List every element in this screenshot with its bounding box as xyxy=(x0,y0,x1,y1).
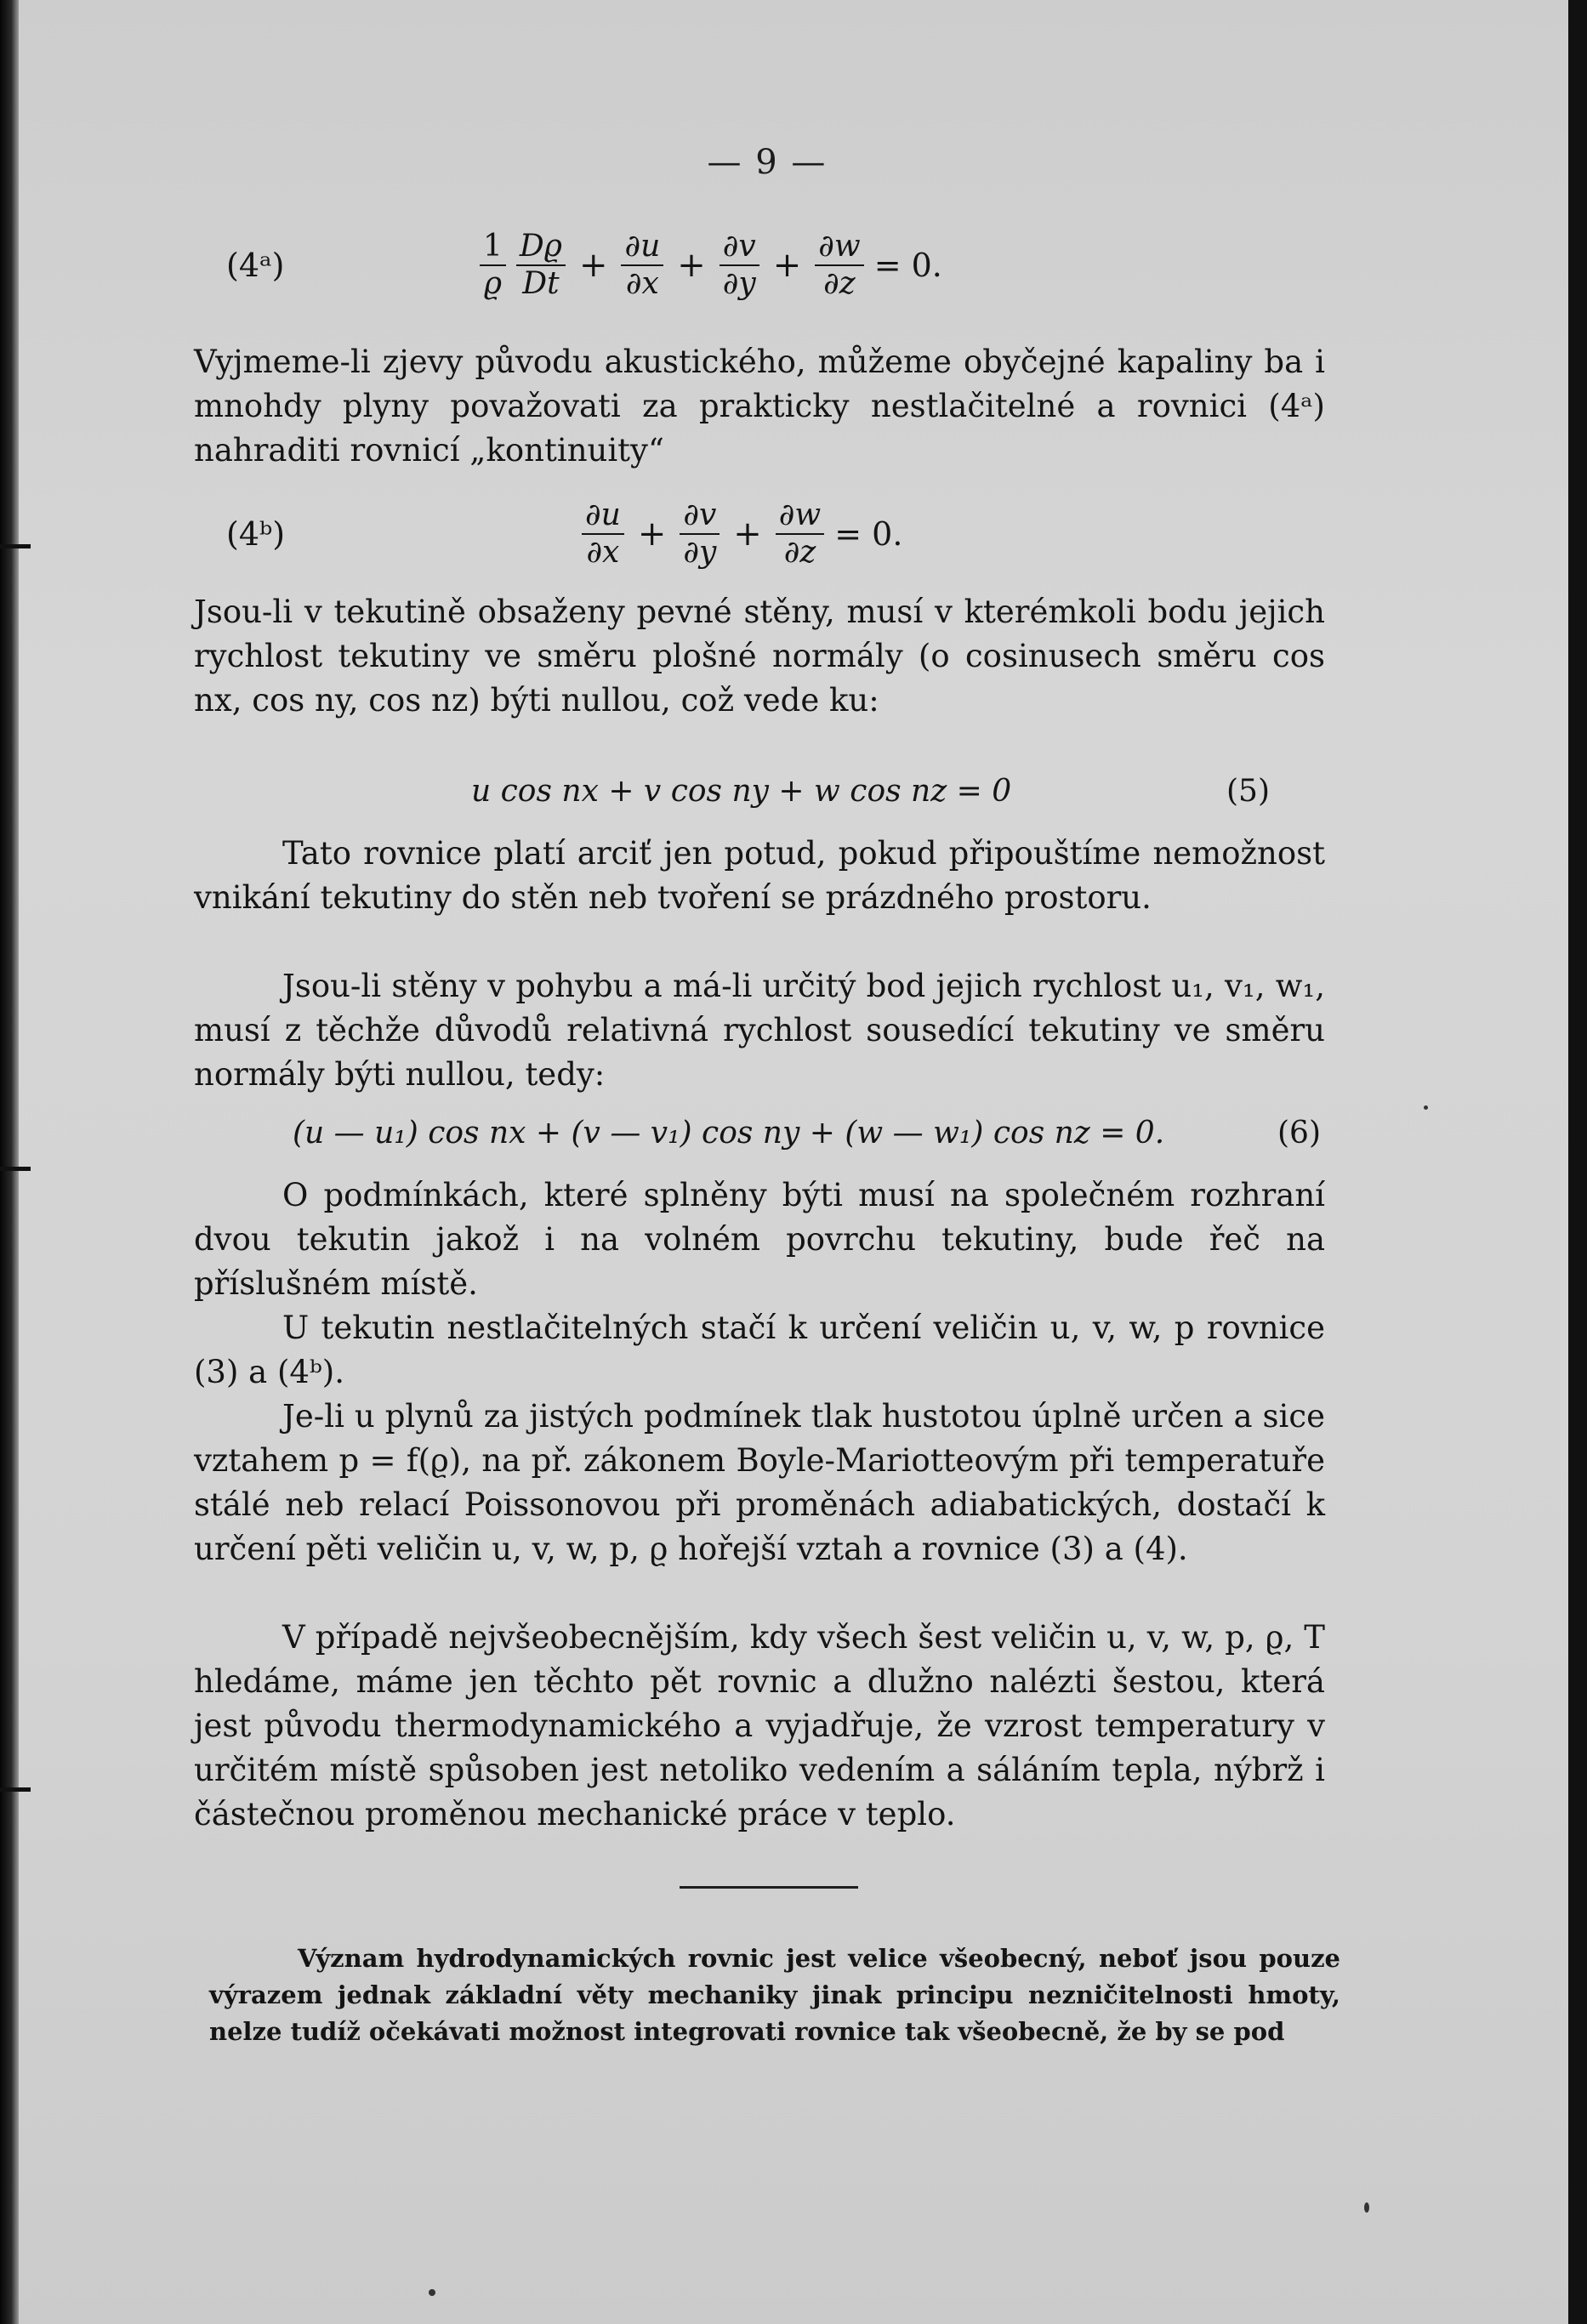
equation-rhs: = 0. xyxy=(873,247,942,284)
plus-sign: + xyxy=(733,514,762,554)
paragraph-5: O podmínkách, které splněny býti musí na společném rozhraní dvou tekutin jakož i na volném povrchu tekutiny, bude řeč na příslušném místě. xyxy=(194,1177,1325,1302)
equation-rhs: = 0. xyxy=(834,515,903,553)
fraction: $\frac{\partial u}{\partial x}$ xyxy=(582,500,624,568)
fraction: $\frac{\partial w}{\partial z}$ xyxy=(776,500,824,568)
equation-label: (4ᵃ) xyxy=(226,247,285,284)
fraction: $\frac{\partial v}{\partial y}$ xyxy=(720,231,759,299)
print-speck xyxy=(1364,2202,1369,2213)
plus-sign: + xyxy=(677,246,706,285)
plus-sign: + xyxy=(772,246,802,285)
paragraph-7: Je-li u plynů za jistých podmínek tlak hustotou úplně určen a sice vztahem p = f(ϱ), na př. zákonem Boyle-Mariotteovým při temperatuře stálé neb relací Poissonovou při proměnách adiabatických, dostačí k určení pěti veličin u, v, w, p, ϱ hořejší vztah a rovnice (3) a (4). xyxy=(194,1398,1325,1567)
binding-mark xyxy=(0,1167,31,1171)
footnote-separator xyxy=(680,1886,858,1889)
book-spine-shadow xyxy=(0,0,19,2324)
equation-body xyxy=(577,492,902,577)
equation-5-number: (5) xyxy=(1226,774,1270,809)
plus-sign: + xyxy=(578,246,608,285)
equation-4a xyxy=(194,223,1325,308)
equation-label: (4ᵇ) xyxy=(226,515,286,553)
fraction: $\frac{1}{ϱ}$ xyxy=(480,231,506,299)
paragraph-2: Jsou-li v tekutině obsaženy pevné stěny, musí v kterémkoli bodu jejich rychlost tekutiny ve směru plošné normály (o cosinusech směru cos nx, cos ny, cos nz) býti nullou, což vede ku: xyxy=(194,594,1325,719)
equation-body xyxy=(475,223,942,308)
fraction: $\frac{\partial w}{\partial z}$ xyxy=(815,231,863,299)
binding-mark xyxy=(0,1787,31,1792)
equation-6-number: (6) xyxy=(1277,1116,1321,1151)
equation-6: (u — u₁) cos nx + (v — v₁) cos ny + (w — w₁) cos nz = 0. xyxy=(293,1116,1165,1151)
plus-sign: + xyxy=(637,514,667,554)
paper-sheet xyxy=(12,0,1568,2324)
paragraph-1: Vyjmeme-li zjevy původu akustického, můžeme obyčejné kapaliny ba i mnohdy plyny považovati za prakticky nestlačitelné a rovnici (4ᵃ) nahraditi rovnicí „kontinuity“ xyxy=(194,344,1325,469)
print-speck xyxy=(1424,1105,1428,1110)
equation-4b xyxy=(194,492,1325,577)
print-speck xyxy=(429,2289,435,2296)
binding-mark xyxy=(0,544,31,548)
paragraph-4: Jsou-li stěny v pohybu a má-li určitý bod jejich rychlost u₁, v₁, w₁, musí z těchže důvodů relativná rychlost sousedící tekutiny ve směru normály býti nullou, tedy: xyxy=(194,968,1325,1093)
footnote: Význam hydrodynamických rovnic jest velice všeobecný, neboť jsou pouze výrazem jednak základní věty mechaniky jinak principu nezničitelnosti hmoty, nelze tudíž očekávati možnost integrovati rovnice tak všeobecně, že by se pod xyxy=(209,1944,1340,2046)
fraction: $\frac{Dϱ}{Dt}$ xyxy=(516,231,566,299)
fraction: $\frac{\partial v}{\partial y}$ xyxy=(680,500,720,568)
equation-5: u cos nx + v cos ny + w cos nz = 0 xyxy=(471,774,1012,809)
paragraph-8: V případě nejvšeobecnějším, kdy všech šest veličin u, v, w, p, ϱ, T hledáme, máme jen těchto pět rovnic a dlužno nalézti šestou, která jest původu thermodynamického a vyjadřuje, že vzrost temperatury v určitém místě spůsoben jest netoliko vedením a sáláním tepla, nýbrž i částečnou proměnou mechanické práce v teplo. xyxy=(194,1619,1325,1832)
page-number: — 9 — xyxy=(707,143,828,182)
paragraph-3: Tato rovnice platí arciť jen potud, pokud připouštíme nemožnost vnikání tekutiny do stěn neb tvoření se prázdného prostoru. xyxy=(194,835,1325,916)
paragraph-6: U tekutin nestlačitelných stačí k určení veličin u, v, w, p rovnice (3) a (4ᵇ). xyxy=(194,1310,1325,1390)
fraction: $\frac{\partial u}{\partial x}$ xyxy=(621,231,663,299)
